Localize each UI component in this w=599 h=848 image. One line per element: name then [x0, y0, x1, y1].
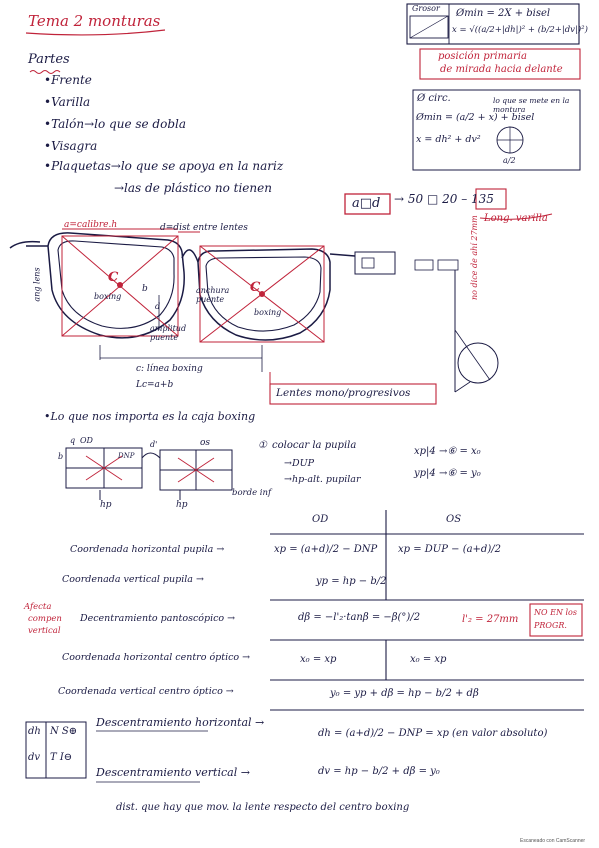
hp-label-1: hp — [100, 500, 112, 510]
row-label: Coordenada horizontal centro óptico → — [62, 652, 251, 663]
table-od-header: OD — [312, 514, 329, 525]
row-os-value: xp = DUP − (a+d)/2 — [398, 544, 501, 555]
grosor-formula-x: x = √((a/2+|dh|)² + (b/2+|dv|)²) — [452, 25, 588, 35]
row-od-value: dβ = −l'₂·tanβ = −β(°)/2 — [298, 612, 421, 623]
ti-label: T I⊖ — [50, 752, 73, 763]
row-label: Decentramiento pantoscópico → — [80, 613, 236, 624]
row-od-value: yp = hp − b/2 — [316, 576, 387, 587]
dh-label: dh — [28, 726, 41, 737]
mirada-text: de mirada hacia delante — [440, 64, 563, 75]
dv-label: dv — [28, 752, 41, 763]
circ-label: Ø circ. — [417, 93, 451, 104]
decent-v-label: Descentramiento vertical → — [96, 766, 250, 779]
row-od-value: y₀ = yp + dβ = hp − b/2 + dβ — [330, 688, 479, 699]
size-example: → 50 □ 20 – 135 — [394, 192, 494, 206]
size-box-label: a□d — [352, 196, 381, 211]
step-hp: →hp-alt. pupilar — [284, 474, 361, 485]
od-sketch-label: OD — [80, 436, 93, 445]
compen-label: compen — [28, 614, 62, 624]
borde-inf-label: borde inf — [232, 488, 272, 498]
row-label: Coordenada horizontal pupila → — [70, 544, 225, 555]
center-left: C — [108, 270, 119, 285]
amplitud-label: amplitud puente — [150, 324, 187, 342]
posicion-text: posición primaria — [438, 51, 527, 62]
footer-watermark: Escaneado con CamScanner — [520, 838, 586, 844]
anchura-label: anchura puente — [196, 286, 230, 304]
step-colocar: colocar la pupila — [272, 440, 357, 451]
row-od-value: xp = (a+d)/2 − DNP — [274, 544, 378, 555]
no-prog-label: NO EN los PROGR. — [534, 608, 577, 630]
circ-note: lo que se mete en la montura — [493, 96, 570, 114]
row-label: Coordenada vertical pupila → — [62, 574, 204, 585]
decent-note: dist. que hay que mov. la lente respecto del centro boxing — [116, 802, 410, 813]
boxing-label-right: boxing — [254, 308, 282, 317]
afecta-label: Afecta — [24, 602, 52, 612]
ang-lens-label: ang lens — [32, 267, 42, 302]
circ-formula-x: x = dh² + dv² — [416, 134, 481, 145]
decent-h-label: Descentramiento horizontal → — [96, 716, 265, 729]
q-label: q — [70, 436, 76, 445]
no-dice-label: no dice de ahí 27mm — [470, 215, 479, 300]
lentes-label: Lentes mono/progresivos — [276, 387, 411, 399]
vertical-label: vertical — [28, 626, 61, 636]
table-os-header: OS — [446, 514, 462, 525]
decent-h-formula: dh = (a+d)/2 − DNP = xp (en valor absoluto) — [318, 728, 548, 739]
long-varilla: Long. varilla — [484, 213, 548, 224]
a2-label: a/2 — [503, 156, 516, 165]
od-b-label: b — [58, 452, 64, 461]
circ-formula: Ømin = (a/2 + x) + bisel — [416, 112, 535, 123]
row-od-value: x₀ = xp — [300, 654, 337, 665]
page-title: Tema 2 monturas — [28, 12, 161, 30]
row-os-value: l'₂ = 27mm — [462, 614, 519, 625]
dist-lentes-label: d=dist entre lentes — [160, 223, 248, 233]
center-right: C — [250, 280, 261, 295]
grosor-formula: Ømin = 2X + bisel — [456, 8, 551, 19]
c-linea-label: c: línea boxing — [136, 364, 203, 374]
step-number: ① — [258, 440, 267, 451]
step-k2: yp|4 →⑥ = y₀ — [414, 468, 481, 479]
decent-v-formula: dv = hp − b/2 + dβ = y₀ — [318, 766, 440, 777]
title-underline — [26, 30, 165, 35]
ns-label: N S⊕ — [50, 726, 78, 737]
importa-text: •Lo que nos importa es la caja boxing — [44, 410, 256, 423]
b-label: b — [142, 284, 148, 294]
step-k1: xp|4 →⑥ = x₀ — [414, 446, 481, 457]
grosor-label: Grosor — [412, 4, 440, 13]
calibre-label: a=calibre.h — [64, 220, 118, 230]
step-dup: →DUP — [284, 458, 314, 469]
od-os-grid — [66, 448, 232, 500]
boxing-label-left: boxing — [94, 292, 122, 301]
d-small-label: d — [155, 302, 161, 311]
dnp-label: DNP — [118, 452, 135, 460]
partes-heading: Partes — [28, 52, 70, 67]
row-label: Coordenada vertical centro óptico → — [58, 686, 234, 697]
os-sketch-label: os — [200, 438, 211, 448]
hp-label-2: hp — [176, 500, 188, 510]
d-prime-label: d' — [150, 440, 158, 449]
lc-label: Lc=a+b — [136, 380, 174, 390]
row-os-value: x₀ = xp — [410, 654, 447, 665]
